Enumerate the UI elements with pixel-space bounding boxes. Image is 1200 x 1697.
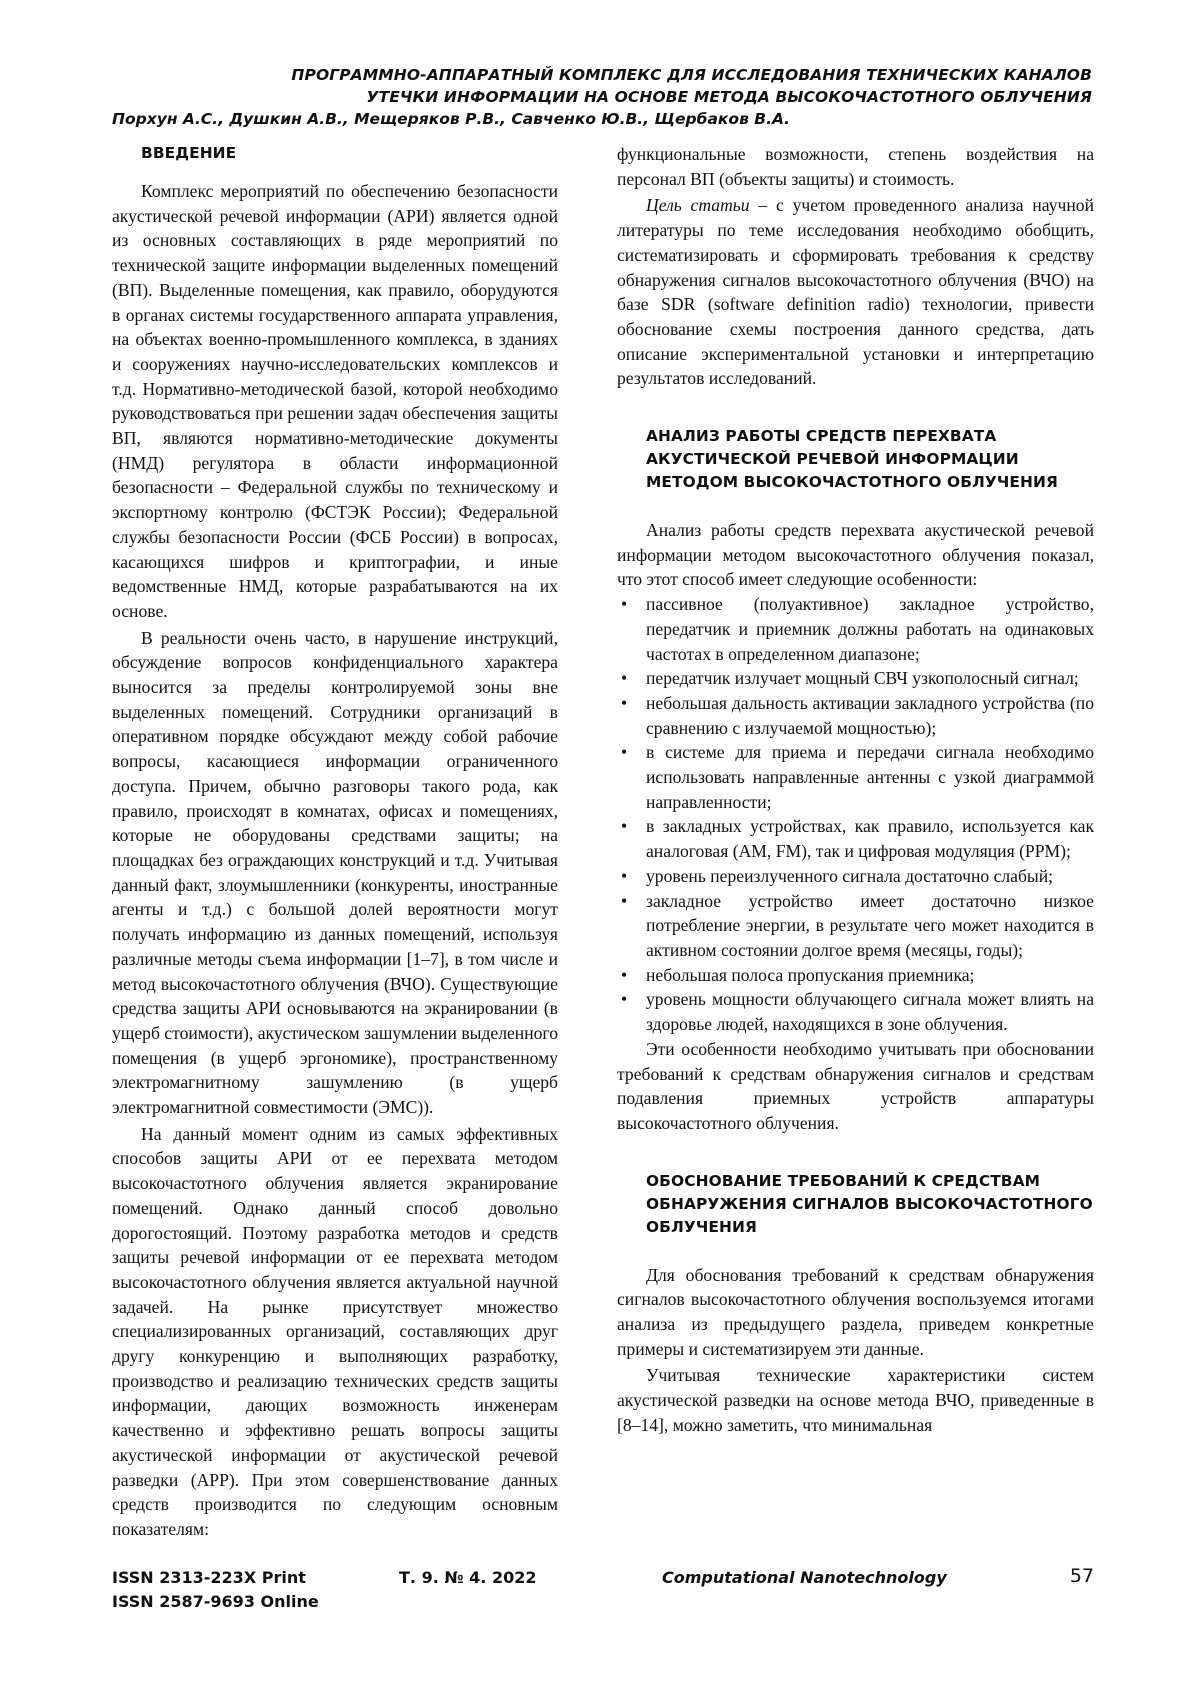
title-line-2: УТЕЧКИ ИНФОРМАЦИИ НА ОСНОВЕ МЕТОДА ВЫСОКОЧАСТОТНОГО ОБЛУЧЕНИЯ <box>366 88 1092 106</box>
section-heading-requirements: ОБОСНОВАНИЕ ТРЕБОВАНИЙ К СРЕДСТВАМ ОБНАРУЖЕНИЯ СИГНАЛОВ ВЫСОКОЧАСТОТНОГО ОБЛУЧЕНИЯ <box>646 1171 1093 1236</box>
journal-name: Computational Nanotechnology <box>662 1568 947 1587</box>
right-column <box>617 142 1094 1438</box>
article-title <box>112 64 1092 108</box>
issn-online: ISSN 2587-9693 Online <box>112 1592 319 1611</box>
list-item: • в закладных устройствах, как правило, используется как аналоговая (AM, FM), так и цифровая модуляция (PPM); <box>617 814 1094 863</box>
goal-label: Цель статьи <box>646 195 750 216</box>
list-item: • небольшая полоса пропускания приемника; <box>617 963 1094 988</box>
issn-print: ISSN 2313-223X Print <box>112 1568 306 1587</box>
section-heading-introduction: ВВЕДЕНИЕ <box>141 144 237 162</box>
paragraph-goal <box>617 193 1094 391</box>
paragraph: Для обоснования требований к средствам обнаружения сигналов высокочастотного облучения воспользуемся итогами анализа из предыдущего раздела, приведем конкретные примеры и систематизируем эти данные. <box>617 1264 1094 1359</box>
authors: Порхун А.С., Душкин А.В., Мещеряков Р.В., Савченко Ю.В., Щербаков В.А. <box>112 110 790 128</box>
list-item: • пассивное (полуактивное) закладное устройство, передатчик и приемник должны работать на одинаковых частотах в определенном диапазоне; <box>617 592 1094 666</box>
paragraph: Комплекс мероприятий по обеспечению безопасности акустической речевой информации (АРИ) является одной из основных составляющих в ряде мероприятий по технической защите информации выделенных помещений (ВП). Выделенные помещения, как правило, оборудуются в органах системы государственного аппарата управления, на объектах военно-промышленного комплекса, в зданиях и сооружениях научно-исследовательских комплексов и т.д. Нормативно-методической базой, которой необходимо руководствоваться при решении задач обеспечения защиты ВП, являются нормативно-методические документы (НМД) регулятора в области информационной безопасности – Федеральной службы по техническому и экспортному контролю (ФСТЭК России); Федеральной службы безопасности России (ФСБ России) в вопросах, касающихся шифров и криптографии, и иные ведомственные НМД, которые разрабатываются на их основе. <box>112 181 558 621</box>
paragraph: Эти особенности необходимо учитывать при обосновании требований к средствам обнаружения сигналов и средствам подавления приемных устройств аппаратуры высокочастотного облучения. <box>617 1038 1094 1133</box>
list-item: • уровень переизлученного сигнала достаточно слабый; <box>617 864 1094 889</box>
goal-text: – с учетом проведенного анализа научной литературы по теме исследования необходимо обобщить, систематизировать и сформировать требования к средству обнаружения сигналов высокочастотного облучения (ВЧО) на базе SDR (software definition radio) технологии, привести обоснование схемы построения данного средства, дать описание экспериментальной установки и интерпретацию результатов исследований. <box>617 195 1094 389</box>
list-item: • небольшая дальность активации закладного устройства (по сравнению с излучаемой мощностью); <box>617 691 1094 740</box>
title-line-1: ПРОГРАММНО-АППАРАТНЫЙ КОМПЛЕКС ДЛЯ ИССЛЕДОВАНИЯ ТЕХНИЧЕСКИХ КАНАЛОВ <box>291 66 1092 84</box>
features-list <box>617 592 1094 1037</box>
paragraph-continued: функциональные возможности, степень воздействия на персонал ВП (объекты защиты) и стоимость. <box>617 144 1094 189</box>
list-item: • закладное устройство имеет достаточно низкое потребление энергии, в результате чего может находится в активном состоянии долгое время (месяцы, годы); <box>617 889 1094 963</box>
issn-block <box>112 1566 319 1614</box>
paragraph: В реальности очень часто, в нарушение инструкций, обсуждение вопросов конфиденциального характера выносится за пределы контролируемой зоны вне выделенных помещений. Сотрудники организаций в оперативном порядке обсуждают между собой рабочие вопросы, касающиеся информации ограниченного доступа. Причем, обычно разговоры такого рода, как правило, происходят в комнатах, офисах и помещениях, которые не оборудованы средствами защиты; на площадках без ограждающих конструкций и т.д. Учитывая данный факт, злоумышленники (конкуренты, иностранные агенты и т.д.) с большой долей вероятности могут получать информацию из данных помещений, используя различные методы съема информации [1–7], в том числе и метод высокочастотного облучения (ВЧО). Существующие средства защиты АРИ основываются на экранировании (в ущерб стоимости), акустическом зашумлении выделенного помещения (в ущерб эргономике), пространственному электромагнитному зашумлению (в ущерб электромагнитной совместимости (ЭМС)). <box>112 627 559 1118</box>
list-item: • уровень мощности облучающего сигнала может влиять на здоровье людей, находящихся в зоне облучения. <box>617 987 1094 1036</box>
article-header <box>112 64 1092 130</box>
volume-issue: Т. 9. № 4. 2022 <box>399 1568 537 1587</box>
left-column <box>112 142 558 1542</box>
paragraph: Учитывая технические характеристики систем акустической разведки на основе метода ВЧО, приведенные в [8–14], можно заметить, что минимальная <box>617 1365 1094 1435</box>
section-heading-analysis: АНАЛИЗ РАБОТЫ СРЕДСТВ ПЕРЕХВАТА АКУСТИЧЕСКОЙ РЕЧЕВОЙ ИНФОРМАЦИИ МЕТОДОМ ВЫСОКОЧАСТОТНОГО ОБЛУЧЕНИЯ <box>646 427 1058 492</box>
list-item: • в системе для приема и передачи сигнала необходимо использовать направленные антенны с узкой диаграммой направленности; <box>617 740 1094 814</box>
paragraph: Анализ работы средств перехвата акустической речевой информации методом высокочастотного облучения показал, что этот способ имеет следующие особенности: <box>617 520 1094 590</box>
list-item: • передатчик излучает мощный СВЧ узкополосный сигнал; <box>617 666 1094 691</box>
page-number: 57 <box>1069 1565 1094 1587</box>
paragraph: На данный момент одним из самых эффективных способов защиты АРИ от ее перехвата методом высокочастотного облучения является экранирование помещений. Однако данный способ довольно дорогостоящий. Поэтому разработка методов и средств защиты речевой информации от ее перехвата методом высокочастотного облучения является актуальной научной задачей. На рынке присутствует множество специализированных организаций, составляющих друг другу конкуренцию и выполняющих разработку, производство и реализацию технических средств защиты информации, дающих возможность инженерам качественно и эффективно решать вопросы защиты акустической информации от акустической речевой разведки (АРР). При этом совершенствование данных средств производится по следующим основным показателям: <box>112 1123 558 1539</box>
